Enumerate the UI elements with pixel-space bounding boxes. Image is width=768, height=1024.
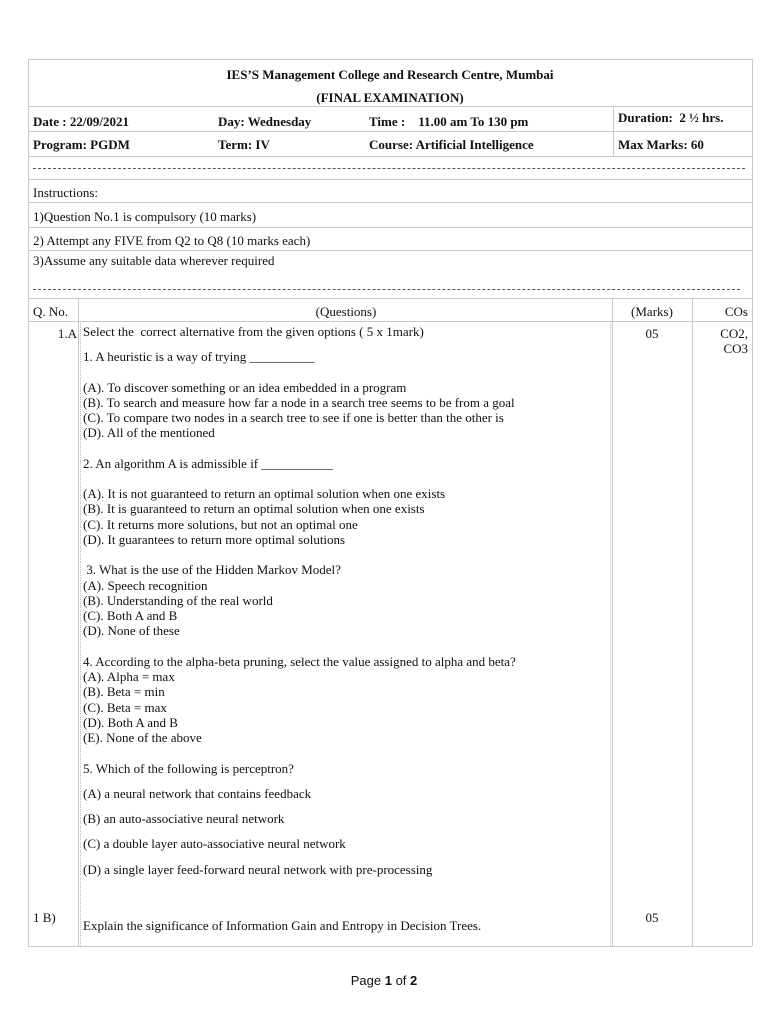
row-divider — [28, 179, 752, 180]
mcq-option: (A). To discover something or an idea embedded in a program — [83, 379, 407, 395]
header-qno: Q. No. — [33, 304, 69, 319]
mcq-option: (C) a double layer auto-associative neural network — [83, 836, 346, 852]
instruction-item: 1)Question No.1 is compulsory (10 marks) — [33, 209, 257, 224]
mcq-stem: 5. Which of the following is perceptron? — [83, 760, 294, 776]
mcq-option: (A). Speech recognition — [83, 577, 208, 593]
mcq-option: (A). It is not guaranteed to return an optimal solution when one exists — [83, 486, 446, 502]
page-footer — [0, 973, 768, 988]
college-name: IES’S Management College and Research Centre, Mumbai — [226, 67, 554, 82]
row-divider — [28, 106, 752, 107]
mcq-option: (E). None of the above — [83, 730, 202, 746]
page-of-label: of — [391, 973, 411, 988]
dotted-guide — [610, 321, 611, 946]
mcq-option: (C). It returns more solutions, but not an optimal one — [83, 516, 358, 532]
course-outcome: CO2, — [720, 326, 748, 341]
cos-col-divider — [692, 298, 693, 946]
frame-top — [28, 59, 752, 60]
mcq-option: (D). It guarantees to return more optimal solutions — [83, 531, 346, 547]
row-divider — [28, 131, 752, 132]
course: Course: Artificial Intelligence — [369, 137, 534, 152]
question-number: 1 B) — [33, 910, 56, 925]
exam-date: Date : 22/09/2021 — [33, 114, 130, 129]
mcq-option: (B). Understanding of the real world — [83, 592, 273, 608]
header-marks: (Marks) — [631, 304, 673, 319]
mcq-option: (B) an auto-associative neural network — [83, 811, 285, 827]
mcq-stem: 4. According to the alpha-beta pruning, select the value assigned to alpha and beta? — [83, 653, 516, 669]
mcq-option: (B). To search and measure how far a node in a search tree seems to be from a goal — [83, 394, 515, 410]
row-divider — [28, 156, 752, 157]
instruction-item: 3)Assume any suitable data wherever required — [33, 253, 275, 268]
row-divider — [28, 202, 752, 203]
mcq-stem: 2. An algorithm A is admissible if ___________ — [83, 455, 333, 471]
page-number: 1 — [384, 973, 392, 988]
marks-col-divider — [612, 298, 613, 946]
term: Term: IV — [218, 137, 270, 152]
mcq-option: (C). Both A and B — [83, 608, 178, 624]
mcq-option: (C). To compare two nodes in a search tree to see if one is better than the other is — [83, 410, 504, 426]
page-label: Page — [350, 973, 385, 988]
question-number: 1.A — [57, 326, 77, 341]
frame-right — [752, 59, 753, 946]
exam-day: Day: Wednesday — [218, 114, 312, 129]
dashed-separator — [33, 168, 745, 169]
mcq-option: (D). All of the mentioned — [83, 425, 215, 441]
instructions-title: Instructions: — [33, 185, 98, 200]
exam-title: (FINAL EXAMINATION) — [316, 90, 464, 105]
mcq-option: (D) a single layer feed-forward neural network with pre-processing — [83, 861, 433, 877]
mcq-option: (A) a neural network that contains feedback — [83, 785, 312, 801]
frame-left — [28, 59, 29, 946]
mcq-option: (D). None of these — [83, 623, 180, 639]
exam-duration: Duration: 2 ½ hrs. — [618, 110, 724, 125]
row-divider — [28, 298, 752, 299]
question-body — [83, 324, 603, 877]
question-marks: 05 — [645, 326, 659, 341]
program: Program: PGDM — [33, 137, 130, 152]
qno-col-divider — [78, 298, 79, 946]
dotted-guide — [80, 321, 81, 946]
header-cos: COs — [724, 304, 748, 319]
page-total: 2 — [410, 973, 418, 988]
header-questions: (Questions) — [315, 304, 377, 319]
row-divider — [28, 321, 752, 322]
row-divider — [28, 227, 752, 228]
instruction-item: 2) Attempt any FIVE from Q2 to Q8 (10 marks each) — [33, 233, 311, 248]
mcq-option: (B). Beta = min — [83, 684, 165, 700]
max-marks: Max Marks: 60 — [618, 137, 704, 152]
mcq-option: (D). Both A and B — [83, 714, 178, 730]
mcq-option: (B). It is guaranteed to return an optimal solution when one exists — [83, 501, 425, 517]
course-outcome: CO3 — [723, 341, 748, 356]
header-col-divider — [613, 106, 614, 156]
exam-time: Time : 11.00 am To 130 pm — [369, 114, 529, 129]
question-text: Explain the significance of Information Gain and Entropy in Decision Trees. — [83, 918, 482, 933]
mcq-option: (A). Alpha = max — [83, 669, 175, 685]
dashed-separator — [33, 289, 740, 290]
frame-bottom — [28, 946, 752, 947]
mcq-stem: 3. What is the use of the Hidden Markov Model? — [83, 562, 341, 578]
mcq-option: (C). Beta = max — [83, 699, 167, 715]
question-marks: 05 — [645, 910, 659, 925]
mcq-stem: 1. A heuristic is a way of trying __________ — [83, 349, 315, 365]
row-divider — [28, 250, 752, 251]
question-intro: Select the correct alternative from the given options ( 5 x 1mark) — [83, 324, 424, 339]
